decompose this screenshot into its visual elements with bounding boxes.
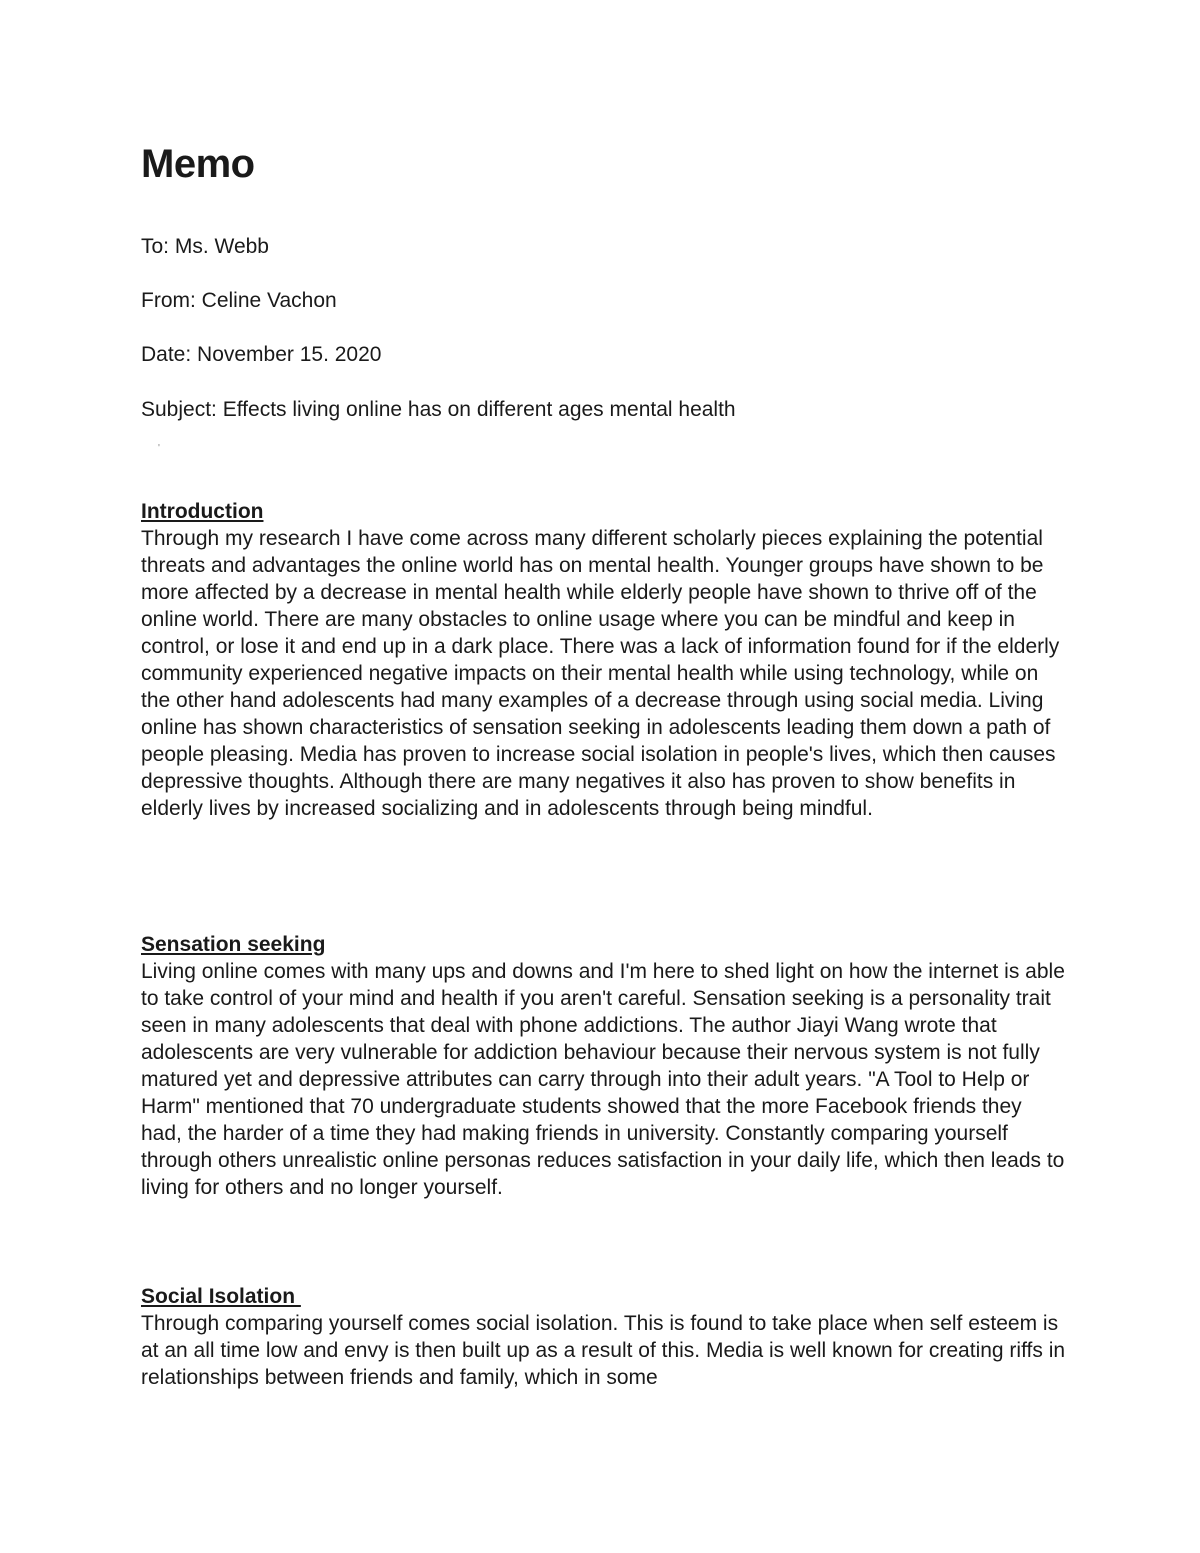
section-introduction <box>141 498 1071 822</box>
document-page <box>141 0 1071 1553</box>
stray-tick-mark: ' <box>158 443 160 454</box>
section-social-isolation <box>141 1283 1071 1391</box>
section-heading-social-isolation: Social Isolation <box>141 1285 301 1308</box>
memo-title: Memo <box>141 142 255 186</box>
section-body-social-isolation: Through comparing yourself comes social isolation. This is found to take place when self esteem is at an all time low and envy is then built up as a result of this. Media is well known for creating riffs in relationships between friends and family, which in some <box>141 1312 1066 1389</box>
memo-to-line: To: Ms. Webb <box>141 235 269 258</box>
section-heading-sensation-seeking: Sensation seeking <box>141 933 326 956</box>
memo-from-line: From: Celine Vachon <box>141 289 337 312</box>
section-sensation-seeking <box>141 931 1071 1201</box>
memo-subject-line: Subject: Effects living online has on different ages mental health <box>141 398 736 421</box>
section-body-introduction: Through my research I have come across many different scholarly pieces explaining the potential threats and advantages the online world has on mental health. Younger groups have shown to be more affected by a decrease in mental health while elderly people have shown to thrive off of the online world. There are many obstacles to online usage where you can be mindful and keep in control, or lose it and end up in a dark place. There was a lack of information found for if the elderly community experienced negative impacts on their mental health while using technology, while on the other hand adolescents had many examples of a decrease through using social media. Living online has shown characteristics of sensation seeking in adolescents leading them down a path of people pleasing. Media has proven to increase social isolation in people's lives, which then causes depressive thoughts. Although there are many negatives it also has proven to show benefits in elderly lives by increased socializing and in adolescents through being mindful. <box>141 527 1060 820</box>
section-body-sensation-seeking: Living online comes with many ups and downs and I'm here to shed light on how the internet is able to take control of your mind and health if you aren't careful. Sensation seeking is a personality trait seen in many adolescents that deal with phone addictions. The author Jiayi Wang wrote that adolescents are very vulnerable for addiction behaviour because their nervous system is not fully matured yet and depressive attributes can carry through into their adult years. "A Tool to Help or Harm" mentioned that 70 undergraduate students showed that the more Facebook friends they had, the harder of a time they had making friends in university. Constantly comparing yourself through others unrealistic online personas reduces satisfaction in your daily life, which then leads to living for others and no longer yourself. <box>141 960 1065 1199</box>
memo-date-line: Date: November 15. 2020 <box>141 343 382 366</box>
section-heading-introduction: Introduction <box>141 500 264 523</box>
